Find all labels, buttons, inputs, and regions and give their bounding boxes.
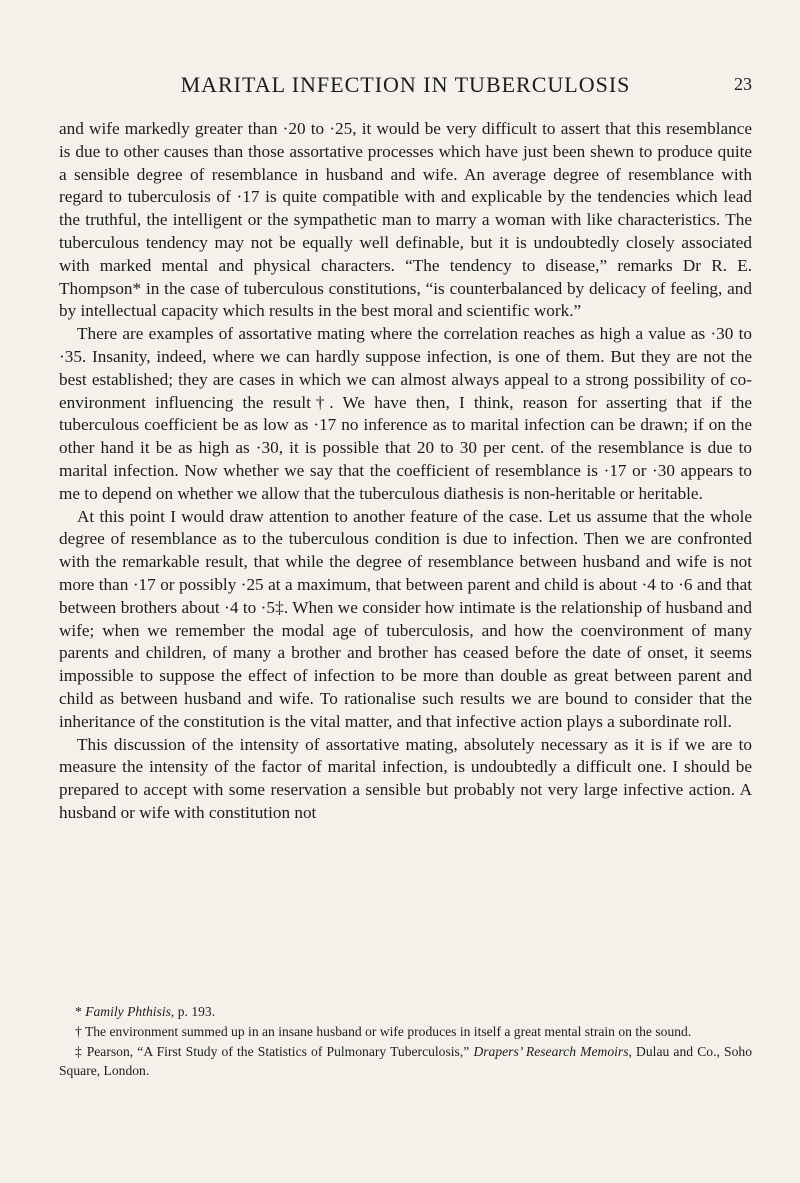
paragraph-2: There are examples of assortative mating where the correlation reaches as high a value as ·30 to ·35. Insanity, indeed, where we can hardly suppose infection, is one of them. But they are not the best established; they are cases in which we can almost always appeal to a strong possibility of co-environment influencing the result†. We have then, I think, reason for asserting that if the tuberculous coefficient be as low as ·17 no inference as to marital infection can be drawn; if on the other hand it be as high as ·30, it is possible that 20 to 30 per cent. of the resemblance is due to marital infection. Now whether we say that the coefficient of resemblance is ·17 or ·30 appears to me to depend on whether we allow that the tuberculous diathesis is non-heritable or heritable. xyxy=(59,324,752,503)
page-number: 23 xyxy=(734,74,752,94)
footnote-3 xyxy=(59,1043,752,1079)
footnote-1 xyxy=(59,1003,752,1021)
running-header xyxy=(59,72,752,102)
footnote-3-title: Drapers’ Research Memoirs xyxy=(473,1044,629,1060)
paragraph-3: At this point I would draw attention to another feature of the case. Let us assume that the whole degree of resemblance as to the tuberculous condition is due to infection. Then we are confronted with the remarkable result, that while the degree of resemblance between husband and wife is not more than ·17 or possibly ·25 at a maximum, that between parent and child is about ·4 to ·6 and that between brothers about ·4 to ·5‡. When we consider how intimate is the relationship of husband and wife; when we remember the modal age of tuberculosis, and how the coenvironment of many parents and children, of many a brother and brother has ceased before the date of onset, it seems impossible to suppose the effect of infection to be more than double as great between parent and child as between husband and wife. To rationalise such results we are bound to consider that the inheritance of the constitution is the vital matter, and that infective action plays a subordinate roll. xyxy=(59,506,752,731)
footnote-1-rest: , p. 193. xyxy=(170,1004,216,1019)
paragraph-4: This discussion of the intensity of assortative mating, absolutely necessary as it is if we are to measure the intensity of the factor of marital infection, is undoubtedly a difficult one. I should be prepared to accept with some reservation a sensible but probably not very large infective action. A husband or wife with constitution not xyxy=(59,734,752,822)
footnote-3-rest: , Dulau and Co., Soho Square, London. xyxy=(59,1044,752,1078)
footnote-3-lead: ‡ Pearson, “A First Study of the Statistics of Pulmonary Tuberculosis,” xyxy=(75,1044,474,1060)
footnote-2: † The environment summed up in an insane husband or wife produces in itself a great mental strain on the sound. xyxy=(75,1024,692,1040)
footnotes xyxy=(59,1003,752,1082)
footnote-1-mark: * xyxy=(75,1004,86,1019)
running-title: MARITAL INFECTION IN TUBERCULOSIS xyxy=(180,72,631,97)
paragraph-1: and wife markedly greater than ·20 to ·25, it would be very difficult to assert that this resemblance is due to other causes than those assortative processes which have just been shewn to produce quite a sensible degree of resemblance in husband and wife. An average degree of resemblance with regard to tuberculosis of ·17 is quite compatible with and explicable by the tendencies which lead the truthful, the intelligent or the sympathetic man to marry a woman with like characteristics. The tuberculous tendency may not be equally well definable, but it is undoubtedly closely associated with marked mental and physical characters. “The tendency to disease,” remarks Dr R. E. Thompson* in the case of tuberculous constitutions, “is counterbalanced by delicacy of feeling, and by intellectual capacity which results in the best moral and scientific work.” xyxy=(59,119,752,321)
body-text xyxy=(59,118,752,825)
footnote-1-title: Family Phthisis xyxy=(85,1004,171,1019)
